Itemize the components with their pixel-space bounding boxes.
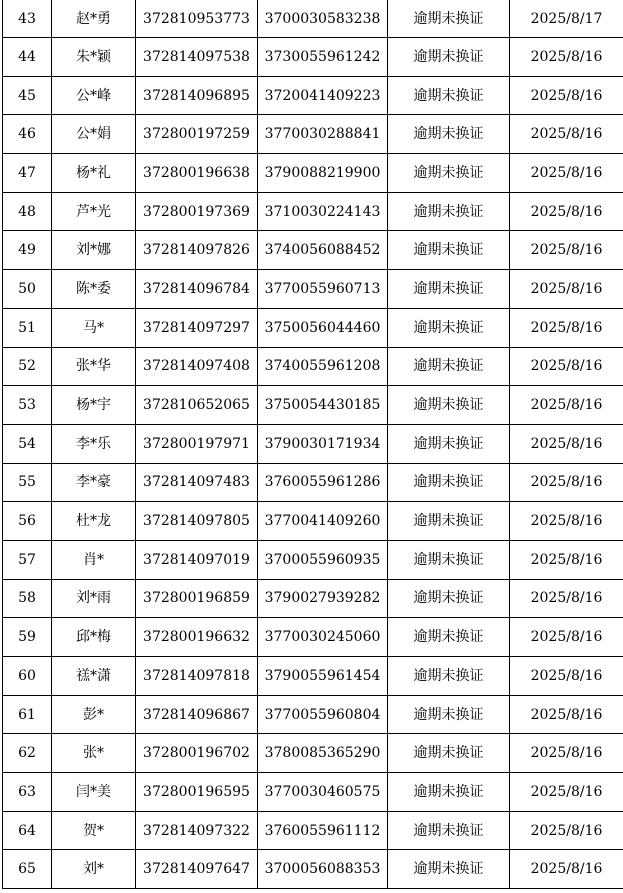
- cell-name: 芦*光: [52, 192, 136, 231]
- cell-status: 逾期未换证: [388, 386, 510, 425]
- cell-id-number: 372800196702: [136, 734, 258, 773]
- table-row: [3, 424, 623, 463]
- cell-name: 马*: [52, 308, 136, 347]
- cell-id-number: 372814097538: [136, 38, 258, 77]
- cell-file-number: 3700030583238: [258, 0, 388, 38]
- cell-status: 逾期未换证: [388, 347, 510, 386]
- cell-file-number: 3700056088353: [258, 850, 388, 889]
- cell-seq: 60: [3, 657, 52, 696]
- cell-id-number: 372814097647: [136, 850, 258, 889]
- cell-name: 禚*潇: [52, 657, 136, 696]
- cell-date: 2025/8/16: [510, 231, 623, 270]
- table-row: [3, 308, 623, 347]
- cell-name: 朱*颖: [52, 38, 136, 77]
- cell-date: 2025/8/16: [510, 386, 623, 425]
- cell-file-number: 3770041409260: [258, 502, 388, 541]
- cell-date: 2025/8/16: [510, 850, 623, 889]
- cell-file-number: 3770055960804: [258, 695, 388, 734]
- cell-id-number: 372800197259: [136, 115, 258, 154]
- cell-file-number: 3720041409223: [258, 76, 388, 115]
- cell-date: 2025/8/16: [510, 540, 623, 579]
- table-row: [3, 270, 623, 309]
- cell-id-number: 372814097297: [136, 308, 258, 347]
- cell-date: 2025/8/16: [510, 695, 623, 734]
- cell-date: 2025/8/16: [510, 424, 623, 463]
- cell-id-number: 372800197971: [136, 424, 258, 463]
- cell-file-number: 3770030288841: [258, 115, 388, 154]
- cell-file-number: 3790088219900: [258, 154, 388, 193]
- cell-seq: 45: [3, 76, 52, 115]
- cell-date: 2025/8/16: [510, 734, 623, 773]
- cell-seq: 54: [3, 424, 52, 463]
- cell-seq: 44: [3, 38, 52, 77]
- table-row: [3, 657, 623, 696]
- cell-status: 逾期未换证: [388, 231, 510, 270]
- cell-file-number: 3700055960935: [258, 540, 388, 579]
- cell-file-number: 3780085365290: [258, 734, 388, 773]
- cell-file-number: 3770030460575: [258, 773, 388, 812]
- cell-name: 闫*美: [52, 773, 136, 812]
- cell-file-number: 3710030224143: [258, 192, 388, 231]
- cell-status: 逾期未换证: [388, 115, 510, 154]
- cell-seq: 55: [3, 463, 52, 502]
- cell-id-number: 372800196638: [136, 154, 258, 193]
- cell-id-number: 372814097826: [136, 231, 258, 270]
- cell-name: 刘*娜: [52, 231, 136, 270]
- cell-date: 2025/8/16: [510, 773, 623, 812]
- records-table-body: [3, 0, 623, 889]
- cell-file-number: 3740056088452: [258, 231, 388, 270]
- cell-file-number: 3760055961286: [258, 463, 388, 502]
- records-table: [2, 0, 623, 889]
- cell-seq: 50: [3, 270, 52, 309]
- cell-seq: 48: [3, 192, 52, 231]
- cell-status: 逾期未换证: [388, 154, 510, 193]
- cell-status: 逾期未换证: [388, 424, 510, 463]
- cell-file-number: 3770055960713: [258, 270, 388, 309]
- cell-id-number: 372814097408: [136, 347, 258, 386]
- cell-seq: 62: [3, 734, 52, 773]
- cell-name: 贺*: [52, 811, 136, 850]
- cell-status: 逾期未换证: [388, 773, 510, 812]
- cell-date: 2025/8/17: [510, 0, 623, 38]
- cell-file-number: 3760055961112: [258, 811, 388, 850]
- cell-seq: 46: [3, 115, 52, 154]
- cell-seq: 53: [3, 386, 52, 425]
- cell-status: 逾期未换证: [388, 695, 510, 734]
- cell-date: 2025/8/16: [510, 154, 623, 193]
- cell-date: 2025/8/16: [510, 38, 623, 77]
- table-row: [3, 154, 623, 193]
- cell-status: 逾期未换证: [388, 0, 510, 38]
- cell-id-number: 372814096784: [136, 270, 258, 309]
- table-row: [3, 811, 623, 850]
- cell-date: 2025/8/16: [510, 502, 623, 541]
- cell-date: 2025/8/16: [510, 76, 623, 115]
- cell-name: 公*峰: [52, 76, 136, 115]
- table-row: [3, 734, 623, 773]
- cell-file-number: 3770030245060: [258, 618, 388, 657]
- cell-status: 逾期未换证: [388, 463, 510, 502]
- cell-seq: 64: [3, 811, 52, 850]
- table-row: [3, 695, 623, 734]
- cell-status: 逾期未换证: [388, 308, 510, 347]
- cell-id-number: 372814097483: [136, 463, 258, 502]
- cell-status: 逾期未换证: [388, 38, 510, 77]
- cell-id-number: 372814097805: [136, 502, 258, 541]
- table-row: [3, 76, 623, 115]
- cell-id-number: 372814097019: [136, 540, 258, 579]
- cell-name: 杨*礼: [52, 154, 136, 193]
- cell-id-number: 372810953773: [136, 0, 258, 38]
- cell-seq: 58: [3, 579, 52, 618]
- cell-file-number: 3730055961242: [258, 38, 388, 77]
- cell-seq: 59: [3, 618, 52, 657]
- cell-status: 逾期未换证: [388, 502, 510, 541]
- cell-seq: 65: [3, 850, 52, 889]
- cell-name: 杨*宇: [52, 386, 136, 425]
- cell-file-number: 3750056044460: [258, 308, 388, 347]
- cell-seq: 52: [3, 347, 52, 386]
- cell-file-number: 3750054430185: [258, 386, 388, 425]
- cell-id-number: 372814096895: [136, 76, 258, 115]
- cell-name: 公*娟: [52, 115, 136, 154]
- cell-date: 2025/8/16: [510, 463, 623, 502]
- cell-seq: 63: [3, 773, 52, 812]
- cell-name: 杜*龙: [52, 502, 136, 541]
- cell-name: 肖*: [52, 540, 136, 579]
- cell-id-number: 372800196632: [136, 618, 258, 657]
- cell-name: 张*: [52, 734, 136, 773]
- table-row: [3, 386, 623, 425]
- cell-status: 逾期未换证: [388, 76, 510, 115]
- cell-seq: 51: [3, 308, 52, 347]
- table-row: [3, 850, 623, 889]
- cell-name: 邱*梅: [52, 618, 136, 657]
- cell-file-number: 3790055961454: [258, 657, 388, 696]
- cell-date: 2025/8/16: [510, 618, 623, 657]
- cell-date: 2025/8/16: [510, 657, 623, 696]
- cell-seq: 49: [3, 231, 52, 270]
- cell-date: 2025/8/16: [510, 192, 623, 231]
- cell-date: 2025/8/16: [510, 347, 623, 386]
- cell-file-number: 3790027939282: [258, 579, 388, 618]
- cell-id-number: 372800197369: [136, 192, 258, 231]
- table-row: [3, 579, 623, 618]
- table-row: [3, 192, 623, 231]
- cell-name: 李*豪: [52, 463, 136, 502]
- table-row: [3, 38, 623, 77]
- cell-date: 2025/8/16: [510, 308, 623, 347]
- cell-date: 2025/8/16: [510, 270, 623, 309]
- cell-name: 陈*委: [52, 270, 136, 309]
- cell-seq: 61: [3, 695, 52, 734]
- cell-name: 刘*: [52, 850, 136, 889]
- cell-seq: 57: [3, 540, 52, 579]
- cell-id-number: 372814097322: [136, 811, 258, 850]
- cell-name: 张*华: [52, 347, 136, 386]
- cell-date: 2025/8/16: [510, 115, 623, 154]
- cell-name: 刘*雨: [52, 579, 136, 618]
- table-row: [3, 618, 623, 657]
- cell-status: 逾期未换证: [388, 618, 510, 657]
- cell-date: 2025/8/16: [510, 811, 623, 850]
- document-page: [2, 0, 621, 889]
- cell-name: 赵*勇: [52, 0, 136, 38]
- table-row: [3, 463, 623, 502]
- table-row: [3, 347, 623, 386]
- cell-status: 逾期未换证: [388, 540, 510, 579]
- cell-id-number: 372814097818: [136, 657, 258, 696]
- table-row: [3, 502, 623, 541]
- cell-id-number: 372800196595: [136, 773, 258, 812]
- cell-status: 逾期未换证: [388, 192, 510, 231]
- cell-seq: 47: [3, 154, 52, 193]
- cell-status: 逾期未换证: [388, 270, 510, 309]
- cell-name: 李*乐: [52, 424, 136, 463]
- cell-status: 逾期未换证: [388, 811, 510, 850]
- table-row: [3, 231, 623, 270]
- cell-id-number: 372810652065: [136, 386, 258, 425]
- table-row: [3, 115, 623, 154]
- table-row: [3, 773, 623, 812]
- cell-id-number: 372814096867: [136, 695, 258, 734]
- cell-seq: 56: [3, 502, 52, 541]
- cell-status: 逾期未换证: [388, 850, 510, 889]
- cell-date: 2025/8/16: [510, 579, 623, 618]
- cell-status: 逾期未换证: [388, 657, 510, 696]
- cell-status: 逾期未换证: [388, 579, 510, 618]
- cell-file-number: 3790030171934: [258, 424, 388, 463]
- cell-status: 逾期未换证: [388, 734, 510, 773]
- table-row: [3, 540, 623, 579]
- cell-id-number: 372800196859: [136, 579, 258, 618]
- cell-file-number: 3740055961208: [258, 347, 388, 386]
- cell-name: 彭*: [52, 695, 136, 734]
- cell-seq: 43: [3, 0, 52, 38]
- table-row: [3, 0, 623, 38]
